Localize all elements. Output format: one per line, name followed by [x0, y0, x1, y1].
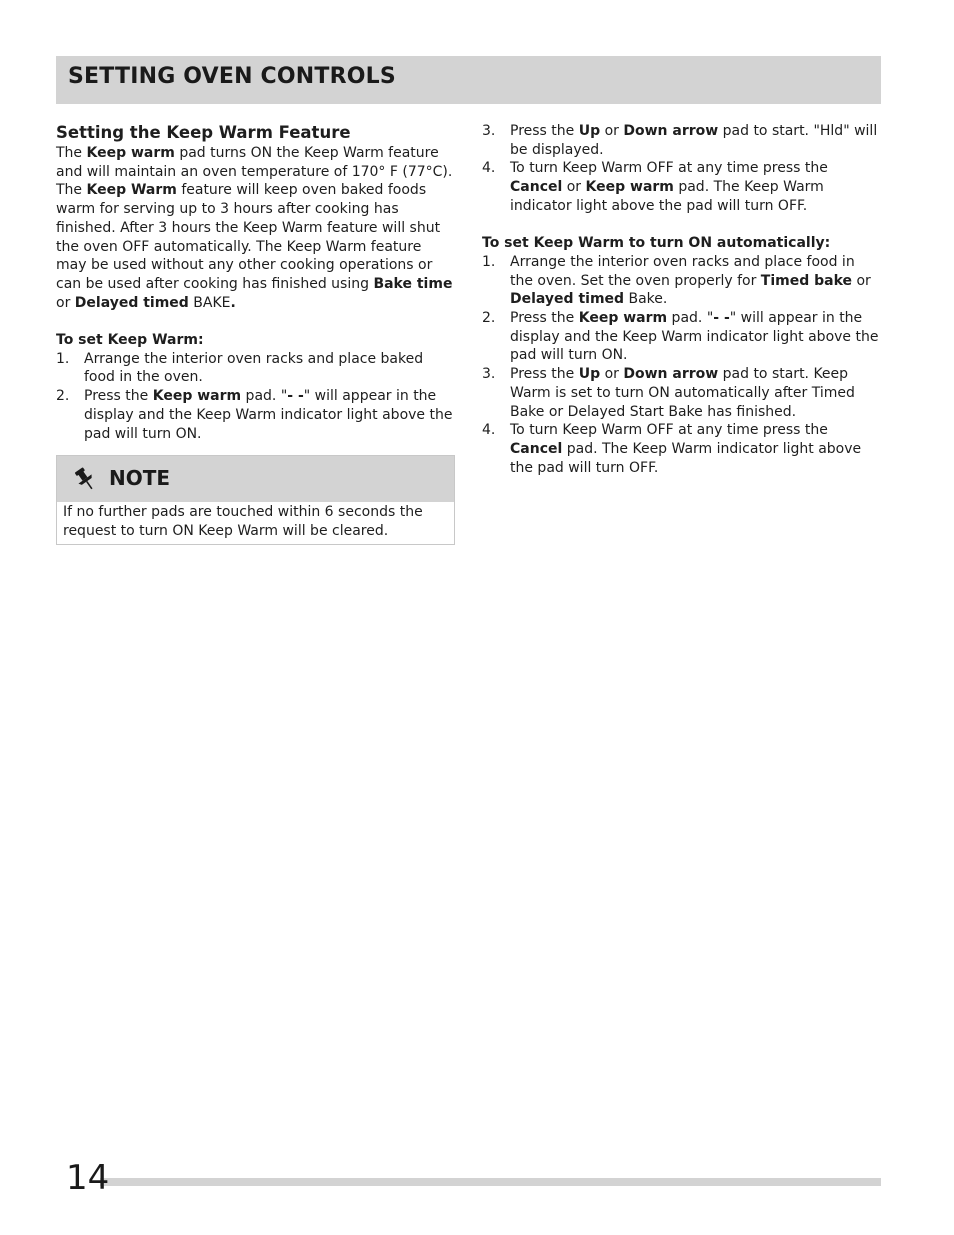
- note-box: [56, 455, 455, 545]
- list-item-number: 4.: [482, 160, 496, 177]
- subheading-auto-keep-warm: To set Keep Warm to turn ON automatically:: [482, 235, 831, 252]
- text-run: Press the: [84, 388, 153, 405]
- bold-term: Keep warm: [152, 388, 242, 405]
- text-run: or: [600, 123, 624, 139]
- text-run: To turn Keep Warm OFF at any time press the: [510, 422, 828, 439]
- text-run: BAKE: [188, 294, 231, 311]
- text-run: or: [600, 366, 624, 383]
- bold-term: Delayed timed: [510, 291, 625, 308]
- list-item: [56, 387, 456, 443]
- bold-term: Delayed timed: [74, 294, 189, 311]
- text-run: pad. The Keep Warm indicator light above the pad will turn OFF.: [510, 440, 862, 476]
- text-run: or: [56, 294, 75, 311]
- list-item-number: 3.: [482, 366, 496, 383]
- bold-term: Cancel: [510, 440, 563, 457]
- text-run: pad. ": [241, 388, 288, 405]
- text-run: pad. ": [667, 310, 714, 327]
- bold-term: Down arrow: [623, 123, 719, 139]
- bold-term: Keep warm: [578, 310, 668, 327]
- list-item-number: 1.: [482, 253, 496, 270]
- page-title: SETTING OVEN CONTROLS: [68, 64, 396, 89]
- list-item-number: 4.: [482, 422, 496, 439]
- header-bar: [56, 56, 881, 104]
- list-item-number: 2.: [482, 310, 496, 327]
- steps-list-right-b: [482, 253, 882, 477]
- text-run: or: [562, 179, 586, 196]
- text-run: Press the: [510, 366, 579, 383]
- text-run: The: [56, 145, 87, 161]
- footer-bar: [100, 1178, 881, 1186]
- list-item-number: 2.: [56, 388, 70, 405]
- spacer: [56, 312, 456, 331]
- list-item: [482, 122, 882, 159]
- bold-term: Timed bake: [760, 272, 853, 289]
- bold-term: Keep Warm: [86, 182, 177, 199]
- spacer: [482, 216, 882, 235]
- text-run: Press the: [510, 123, 579, 139]
- list-item: [482, 159, 882, 215]
- text-run: feature will keep oven baked foods warm for serving up to 3 hours after cooking has finished. After 3 hours the Keep Warm feature will shut the oven OFF automatically. The Keep Warm feature may be used without any other cooking operations or can be used after cooking has finished using: [56, 182, 441, 292]
- text-run: Press the: [510, 310, 579, 327]
- list-item: [482, 421, 882, 477]
- steps-list-left: [56, 350, 456, 444]
- pushpin-icon: [72, 466, 98, 496]
- text-run: or: [852, 272, 871, 289]
- text-run: " will appear in the display and the Keep Warm indicator light above the pad will turn ON.: [84, 388, 453, 442]
- list-item-number: 3.: [482, 123, 496, 139]
- list-item: [482, 309, 882, 365]
- bold-term: Cancel: [510, 179, 563, 196]
- bold-term: Down arrow: [623, 366, 719, 383]
- bold-term: - -: [713, 310, 730, 327]
- list-item: [482, 365, 882, 421]
- bold-term: Keep warm: [585, 179, 674, 196]
- text-run: " will appear in the display and the Keep Warm indicator light above the pad will turn ON.: [510, 310, 879, 364]
- text-run: pad turns ON the Keep Warm feature and will maintain an oven temperature of 170° F (77°C). The: [56, 145, 453, 199]
- bold-term: Up: [578, 123, 601, 139]
- page-number: 14: [66, 1158, 110, 1198]
- bold-term: - -: [287, 388, 304, 405]
- steps-list-right-a: [482, 122, 882, 216]
- bold-term: Keep warm: [86, 145, 175, 161]
- note-title: NOTE: [109, 466, 171, 490]
- list-item: [56, 350, 456, 387]
- text-run: pad to start. Keep Warm is set to turn ON automatically after Timed Bake or Delayed Start Bake has finished.: [510, 366, 855, 420]
- bold-term: Up: [578, 366, 601, 383]
- bold-term: Bake time: [373, 275, 453, 292]
- bold-term: .: [230, 294, 236, 311]
- list-item: [482, 253, 882, 309]
- intro-paragraph: [56, 144, 456, 312]
- subheading-set-keep-warm: To set Keep Warm:: [56, 332, 204, 349]
- text-run: Arrange the interior oven racks and place food in the oven. Set the oven properly for: [510, 253, 855, 289]
- note-header: [57, 456, 454, 502]
- right-column: [482, 122, 882, 477]
- text-run: pad. The Keep Warm indicator light above the pad will turn OFF.: [510, 179, 824, 214]
- left-column: [56, 122, 456, 443]
- list-item-number: 1.: [56, 350, 70, 367]
- text-run: To turn Keep Warm OFF at any time press the: [510, 160, 828, 177]
- section-heading: Setting the Keep Warm Feature: [56, 123, 351, 142]
- text-run: Bake.: [624, 291, 668, 308]
- text-run: Arrange the interior oven racks and place baked food in the oven.: [84, 350, 424, 386]
- text-run: pad to start. "Hld" will be displayed.: [510, 123, 878, 158]
- note-text: If no further pads are touched within 6 seconds the request to turn ON Keep Warm will be cleared.: [63, 504, 423, 539]
